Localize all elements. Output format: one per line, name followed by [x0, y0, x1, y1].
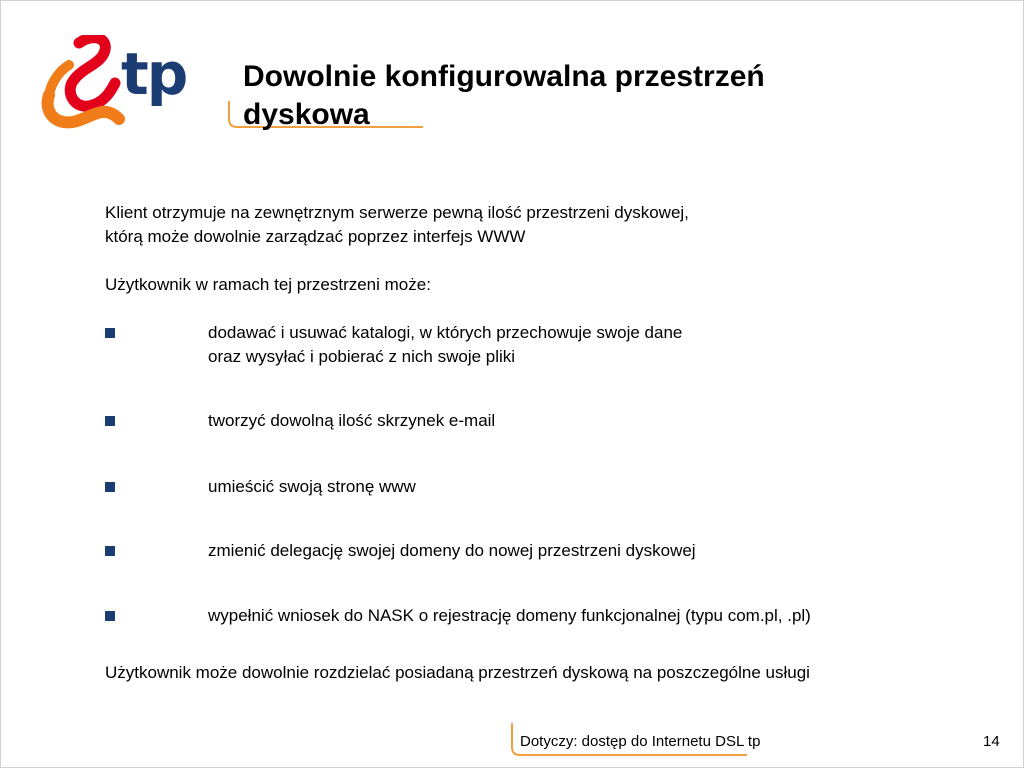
footer-text: Dotyczy: dostęp do Internetu DSL tp	[520, 733, 761, 750]
bullet-text: zmienić delegację swojej domeny do nowej przestrzeni dyskowej	[208, 541, 696, 560]
brand-text: tp	[121, 40, 187, 108]
ampersand-logo-icon	[39, 35, 129, 129]
bullet-text: umieścić swoją stronę www	[208, 477, 416, 496]
square-bullet-icon	[105, 328, 115, 338]
bullet-text: tworzyć dowolną ilość skrzynek e-mail	[208, 411, 496, 430]
content	[105, 201, 985, 297]
title-line-1: Dowolnie konfigurowalna przestrzeń	[243, 60, 765, 93]
bullet-line-2: oraz wysyłać i pobierać z nich swoje pliki	[208, 347, 516, 366]
square-bullet-icon	[105, 416, 115, 426]
user-can-heading: Użytkownik w ramach tej przestrzeni może:	[105, 275, 431, 294]
intro-line-1: Klient otrzymuje na zewnętrznym serwerze pewną ilość przestrzeni dyskowej,	[105, 203, 689, 222]
intro-line-2: którą może dowolnie zarządzać poprzez interfejs WWW	[105, 227, 526, 246]
bullet-text: wypełnić wniosek do NASK o rejestrację domeny funkcjonalnej (typu com.pl, .pl)	[208, 606, 811, 625]
bullet-line-1: dodawać i usuwać katalogi, w których przechowuje swoje dane	[208, 323, 683, 342]
tp-logo	[39, 35, 189, 129]
closing-text: Użytkownik może dowolnie rozdzielać posiadaną przestrzeń dyskową na poszczególne usługi	[105, 663, 810, 682]
page-number: 14	[983, 733, 1000, 750]
square-bullet-icon	[105, 546, 115, 556]
closing-line	[105, 661, 810, 685]
square-bullet-icon	[105, 611, 115, 621]
bullet-text	[208, 321, 682, 369]
title-line-2: dyskowa	[243, 98, 370, 131]
square-bullet-icon	[105, 482, 115, 492]
